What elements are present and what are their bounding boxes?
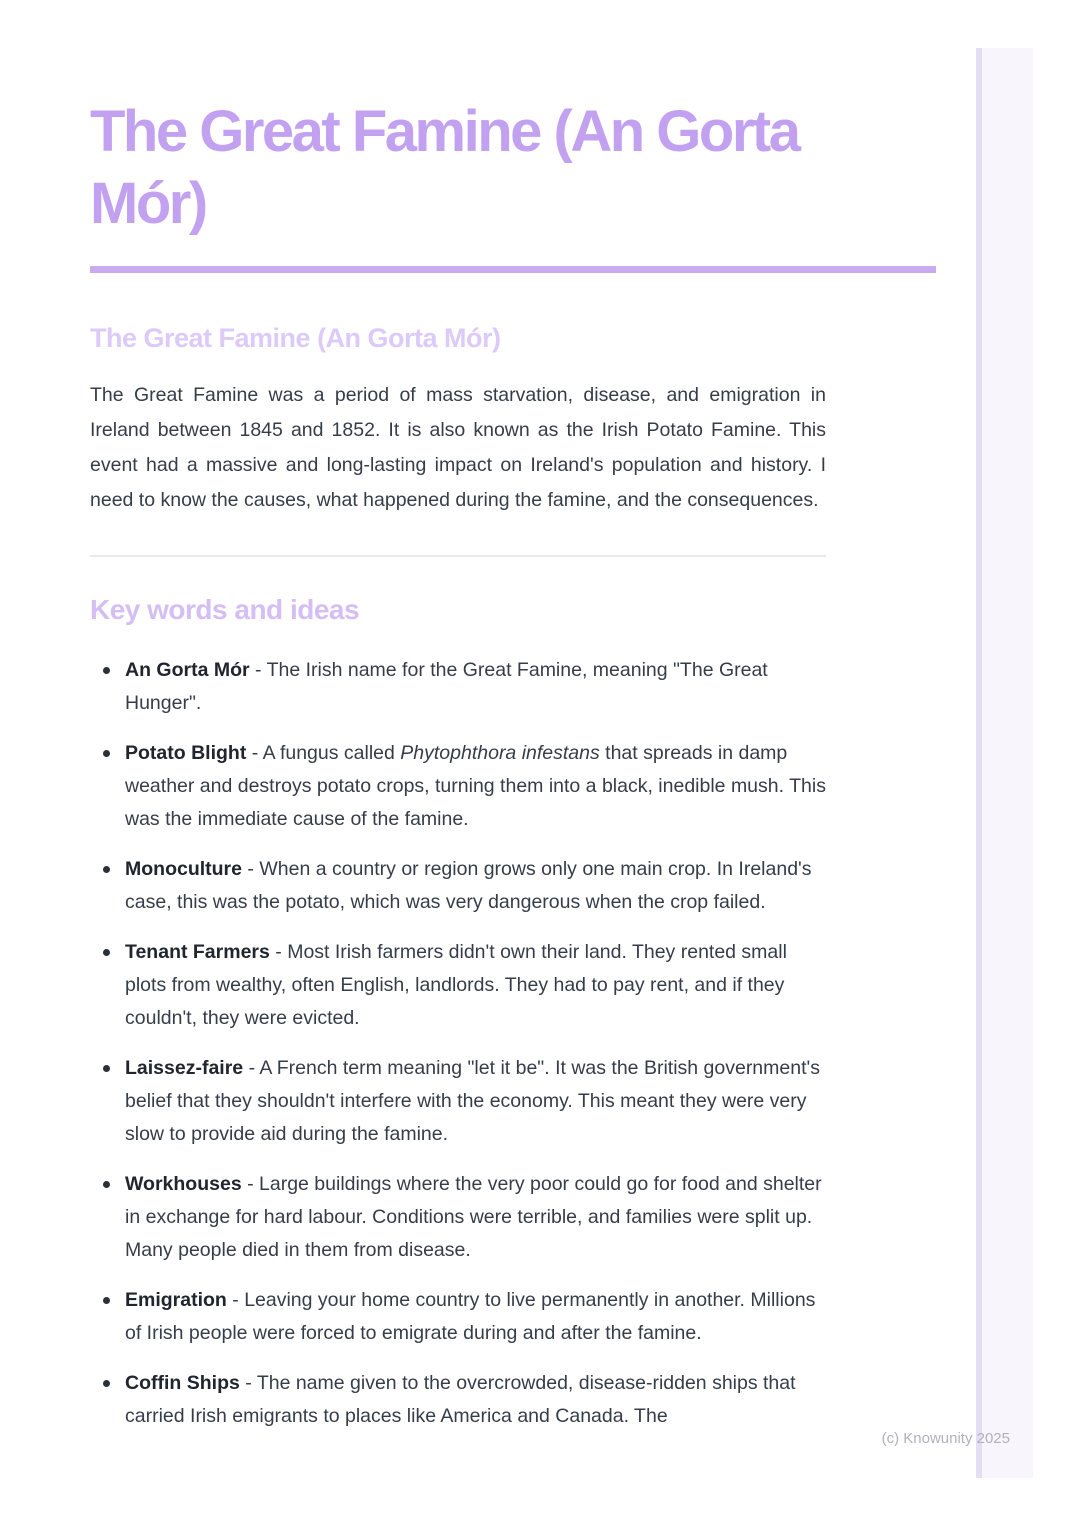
keyword-term: An Gorta Mór (125, 659, 250, 681)
section-divider (90, 555, 826, 557)
keyword-term: Workhouses (125, 1173, 242, 1195)
keyword-desc-text: When a country or region grows only one main crop. In Ireland's case, this was the potato, which was very dangerous when the crop failed. (125, 858, 812, 913)
document-page (90, 0, 826, 1450)
keyword-term: Potato Blight (125, 742, 247, 764)
keyword-item: Emigration - Leaving your home country to live permanently in another. Millions of Irish people were forced to emigrate during and after the famine. (90, 1284, 826, 1350)
intro-paragraph: The Great Famine was a period of mass starvation, disease, and emigration in Ireland between 1845 and 1852. It is also known as the Irish Potato Famine. This event had a massive and long-lasting impact on Ireland's population and history. I need to know the causes, what happened during the famine, and the consequences. (90, 384, 826, 511)
keyword-item: Potato Blight - A fungus called Phytophthora infestans that spreads in damp weather and destroys potato crops, turning them into a black, inedible mush. This was the immediate cause of the famine. (90, 737, 826, 836)
keyword-term: Laissez-faire (125, 1057, 244, 1079)
intro-section-heading: The Great Famine (An Gorta Mór) (90, 323, 501, 353)
keyword-term: Monoculture (125, 858, 242, 880)
keyword-desc-italic: Phytophthora infestans (400, 742, 600, 764)
keyword-desc-text: The name given to the overcrowded, disease-ridden ships that carried Irish emigrants to places like America and Canada. The (125, 1372, 796, 1427)
keywords-section-heading: Key words and ideas (90, 594, 360, 625)
keyword-term: Tenant Farmers (125, 941, 270, 963)
next-page-edge-strip (976, 48, 1033, 1478)
title-underline-rule (90, 266, 936, 273)
copyright-footer: (c) Knowunity 2025 (881, 1430, 1010, 1447)
keyword-desc-text: A fungus called (262, 742, 401, 764)
keyword-desc-text: that spreads in damp weather and destroys potato crops, turning them into a black, inedible mush. This was the immediate cause of the famine. (125, 742, 826, 830)
keyword-desc-text: A French term meaning "let it be". It was the British government's belief that they shouldn't interfere with the economy. This meant they were very slow to provide aid during the famine. (125, 1057, 820, 1145)
keyword-item: An Gorta Mór - The Irish name for the Great Famine, meaning "The Great Hunger". (90, 654, 826, 720)
keyword-desc-text: Leaving your home country to live permanently in another. Millions of Irish people were forced to emigrate during and after the famine. (125, 1289, 816, 1344)
keyword-item: Tenant Farmers - Most Irish farmers didn't own their land. They rented small plots from wealthy, often English, landlords. They had to pay rent, and if they couldn't, they were evicted. (90, 936, 826, 1035)
keyword-desc-text: Most Irish farmers didn't own their land. They rented small plots from wealthy, often English, landlords. They had to pay rent, and if they couldn't, they were evicted. (125, 941, 787, 1029)
keyword-term: Coffin Ships (125, 1372, 240, 1394)
keyword-item: Coffin Ships - The name given to the overcrowded, disease-ridden ships that carried Irish emigrants to places like America and Canada. The (90, 1367, 826, 1433)
keywords-list (90, 654, 826, 1433)
keyword-desc-text: Large buildings where the very poor could go for food and shelter in exchange for hard labour. Conditions were terrible, and families were split up. Many people died in them from disease. (125, 1173, 822, 1261)
keyword-term: Emigration (125, 1289, 227, 1311)
keyword-desc-text: The Irish name for the Great Famine, meaning "The Great Hunger". (125, 659, 768, 714)
document-title: The Great Famine (An Gorta Mór) (90, 99, 799, 236)
keyword-item: Laissez-faire - A French term meaning "let it be". It was the British government's belief that they shouldn't interfere with the economy. This meant they were very slow to provide aid during the famine. (90, 1052, 826, 1151)
keyword-item: Monoculture - When a country or region grows only one main crop. In Ireland's case, this was the potato, which was very dangerous when the crop failed. (90, 853, 826, 919)
keyword-item: Workhouses - Large buildings where the very poor could go for food and shelter in exchange for hard labour. Conditions were terrible, and families were split up. Many people died in them from disease. (90, 1168, 826, 1267)
